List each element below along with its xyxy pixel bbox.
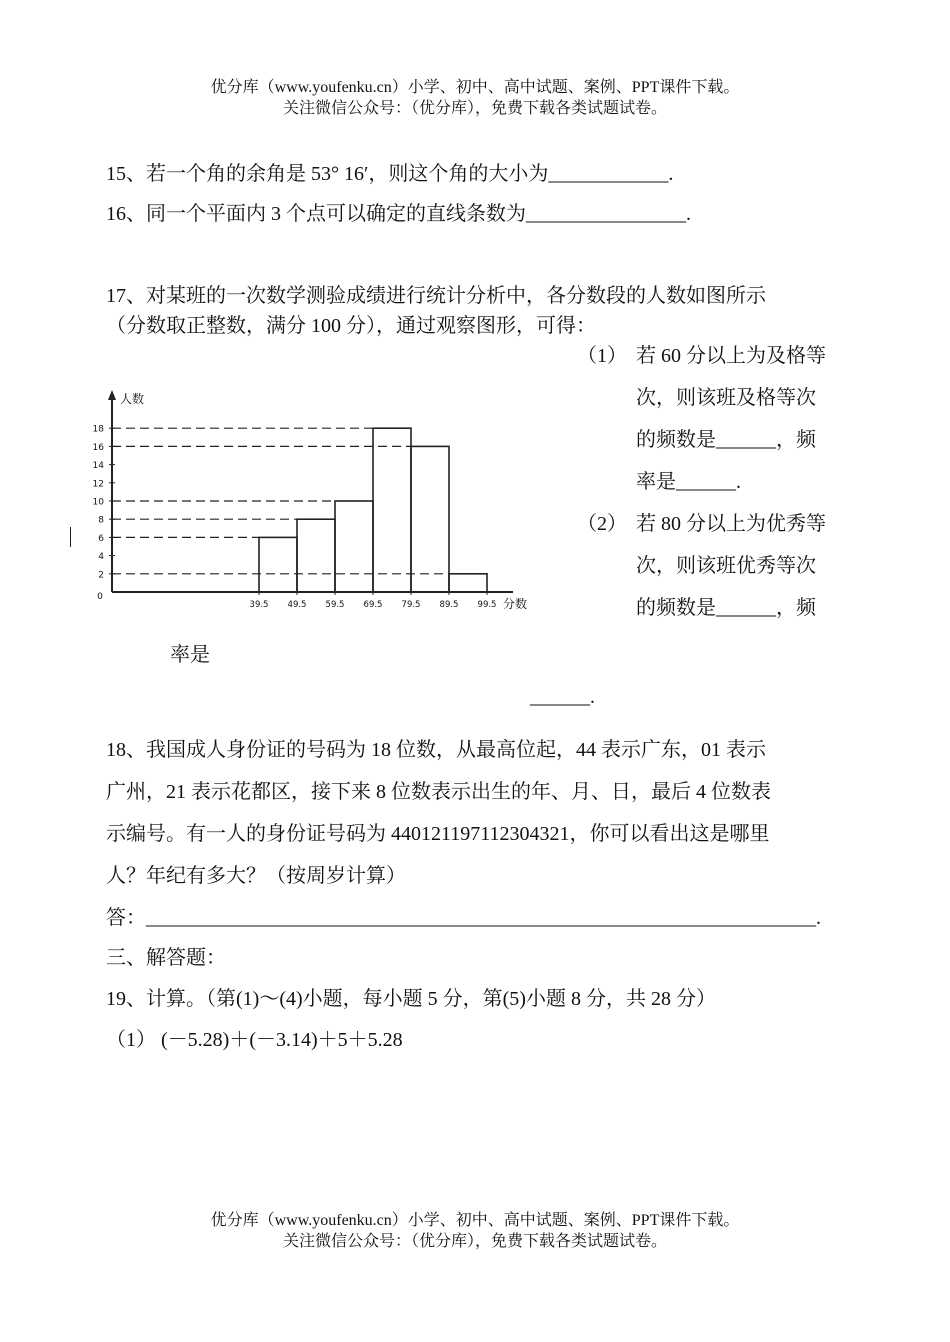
footer-line-1: 优分库（www.youfenku.cn）小学、初中、高中试题、案例、PPT课件下载。 bbox=[210, 1212, 740, 1229]
x-tick-label: 99.5 bbox=[477, 600, 497, 610]
x-tick-label: 69.5 bbox=[363, 600, 383, 610]
x-tick-label: 49.5 bbox=[287, 600, 307, 610]
footer-line-2: 关注微信公众号：（优分库），免费下载各类试题试卷。 bbox=[282, 1233, 667, 1250]
question-18-line-1: 18、我国成人身份证的号码为 18 位数，从最高位起，44 表示广东，01 表示 bbox=[106, 739, 766, 761]
question-17-line-2: （分数取正整数，满分 100 分），通过观察图形，可得： bbox=[106, 315, 596, 337]
y-axis-label: 人数 bbox=[120, 392, 145, 406]
header-line-2: 关注微信公众号：（优分库），免费下载各类试题试卷。 bbox=[282, 100, 667, 117]
question-17-rate-text: 率是 bbox=[170, 644, 210, 666]
origin-label: 0 bbox=[97, 592, 103, 602]
question-17-part-1-line-4: 率是______. bbox=[636, 471, 741, 493]
header-line-1: 优分库（www.youfenku.cn）小学、初中、高中试题、案例、PPT课件下载。 bbox=[210, 79, 740, 96]
histogram-bar bbox=[259, 537, 297, 592]
x-tick-label: 39.5 bbox=[249, 600, 269, 610]
histogram-bar bbox=[335, 501, 373, 592]
y-tick-label: 2 bbox=[98, 570, 104, 581]
question-17-part-1-line-3: 的频数是______，频 bbox=[636, 429, 816, 451]
x-tick-label: 59.5 bbox=[325, 600, 345, 610]
x-axis-label: 分数 bbox=[503, 597, 528, 611]
question-19-item-1: （1） (－5.28)＋(－3.14)＋5＋5.28 bbox=[106, 1029, 403, 1051]
histogram-bar bbox=[449, 574, 487, 592]
score-histogram bbox=[85, 380, 545, 630]
question-17-part-2-line-3: 的频数是______，频 bbox=[636, 597, 816, 619]
question-17-part-1-line-2: 次，则该班及格等次 bbox=[636, 387, 816, 409]
question-17-part-2-line-2: 次，则该班优秀等次 bbox=[636, 555, 816, 577]
question-18-line-3: 示编号。有一人的身份证号码为 440121197112304321，你可以看出这是哪里 bbox=[106, 823, 770, 845]
question-19-title: 19、计算。（第(1)～(4)小题，每小题 5 分，第(5)小题 8 分，共 28 分） bbox=[106, 988, 716, 1010]
y-tick-label: 6 bbox=[98, 533, 104, 544]
histogram-bar bbox=[373, 428, 411, 592]
question-15: 15、若一个角的余角是 53° 16′，则这个角的大小为____________. bbox=[106, 163, 674, 185]
y-axis-arrow bbox=[108, 390, 116, 400]
question-17-rate-blank: ______. bbox=[530, 686, 595, 708]
y-tick-label: 16 bbox=[92, 442, 104, 453]
y-tick-label: 14 bbox=[92, 461, 104, 472]
y-tick-label: 18 bbox=[92, 424, 104, 435]
question-17-part-1-line-1: 若 60 分以上为及格等 bbox=[636, 345, 826, 367]
x-tick-label: 79.5 bbox=[401, 600, 421, 610]
question-18-answer: 答：___________________________________________________________________. bbox=[106, 907, 821, 929]
question-18-line-4: 人？年纪有多大？（按周岁计算） bbox=[106, 865, 406, 887]
question-17-line-1: 17、对某班的一次数学测验成绩进行统计分析中，各分数段的人数如图所示 bbox=[106, 285, 766, 307]
margin-mark bbox=[70, 527, 71, 547]
section-3-heading: 三、解答题： bbox=[106, 947, 226, 969]
histogram-bar bbox=[297, 519, 335, 592]
question-18-line-2: 广州，21 表示花都区，接下来 8 位数表示出生的年、月、日，最后 4 位数表 bbox=[106, 781, 771, 803]
x-tick-label: 89.5 bbox=[439, 600, 459, 610]
y-tick-label: 10 bbox=[92, 497, 104, 508]
y-tick-label: 4 bbox=[98, 552, 104, 563]
y-tick-label: 12 bbox=[92, 479, 104, 490]
y-tick-label: 8 bbox=[98, 515, 104, 526]
question-17-part-1-number: （1） bbox=[577, 345, 627, 367]
histogram-bar bbox=[411, 446, 449, 592]
question-17-part-2-number: （2） bbox=[577, 513, 627, 535]
question-17-part-2-line-1: 若 80 分以上为优秀等 bbox=[636, 513, 826, 535]
question-16: 16、同一个平面内 3 个点可以确定的直线条数为________________. bbox=[106, 203, 691, 225]
